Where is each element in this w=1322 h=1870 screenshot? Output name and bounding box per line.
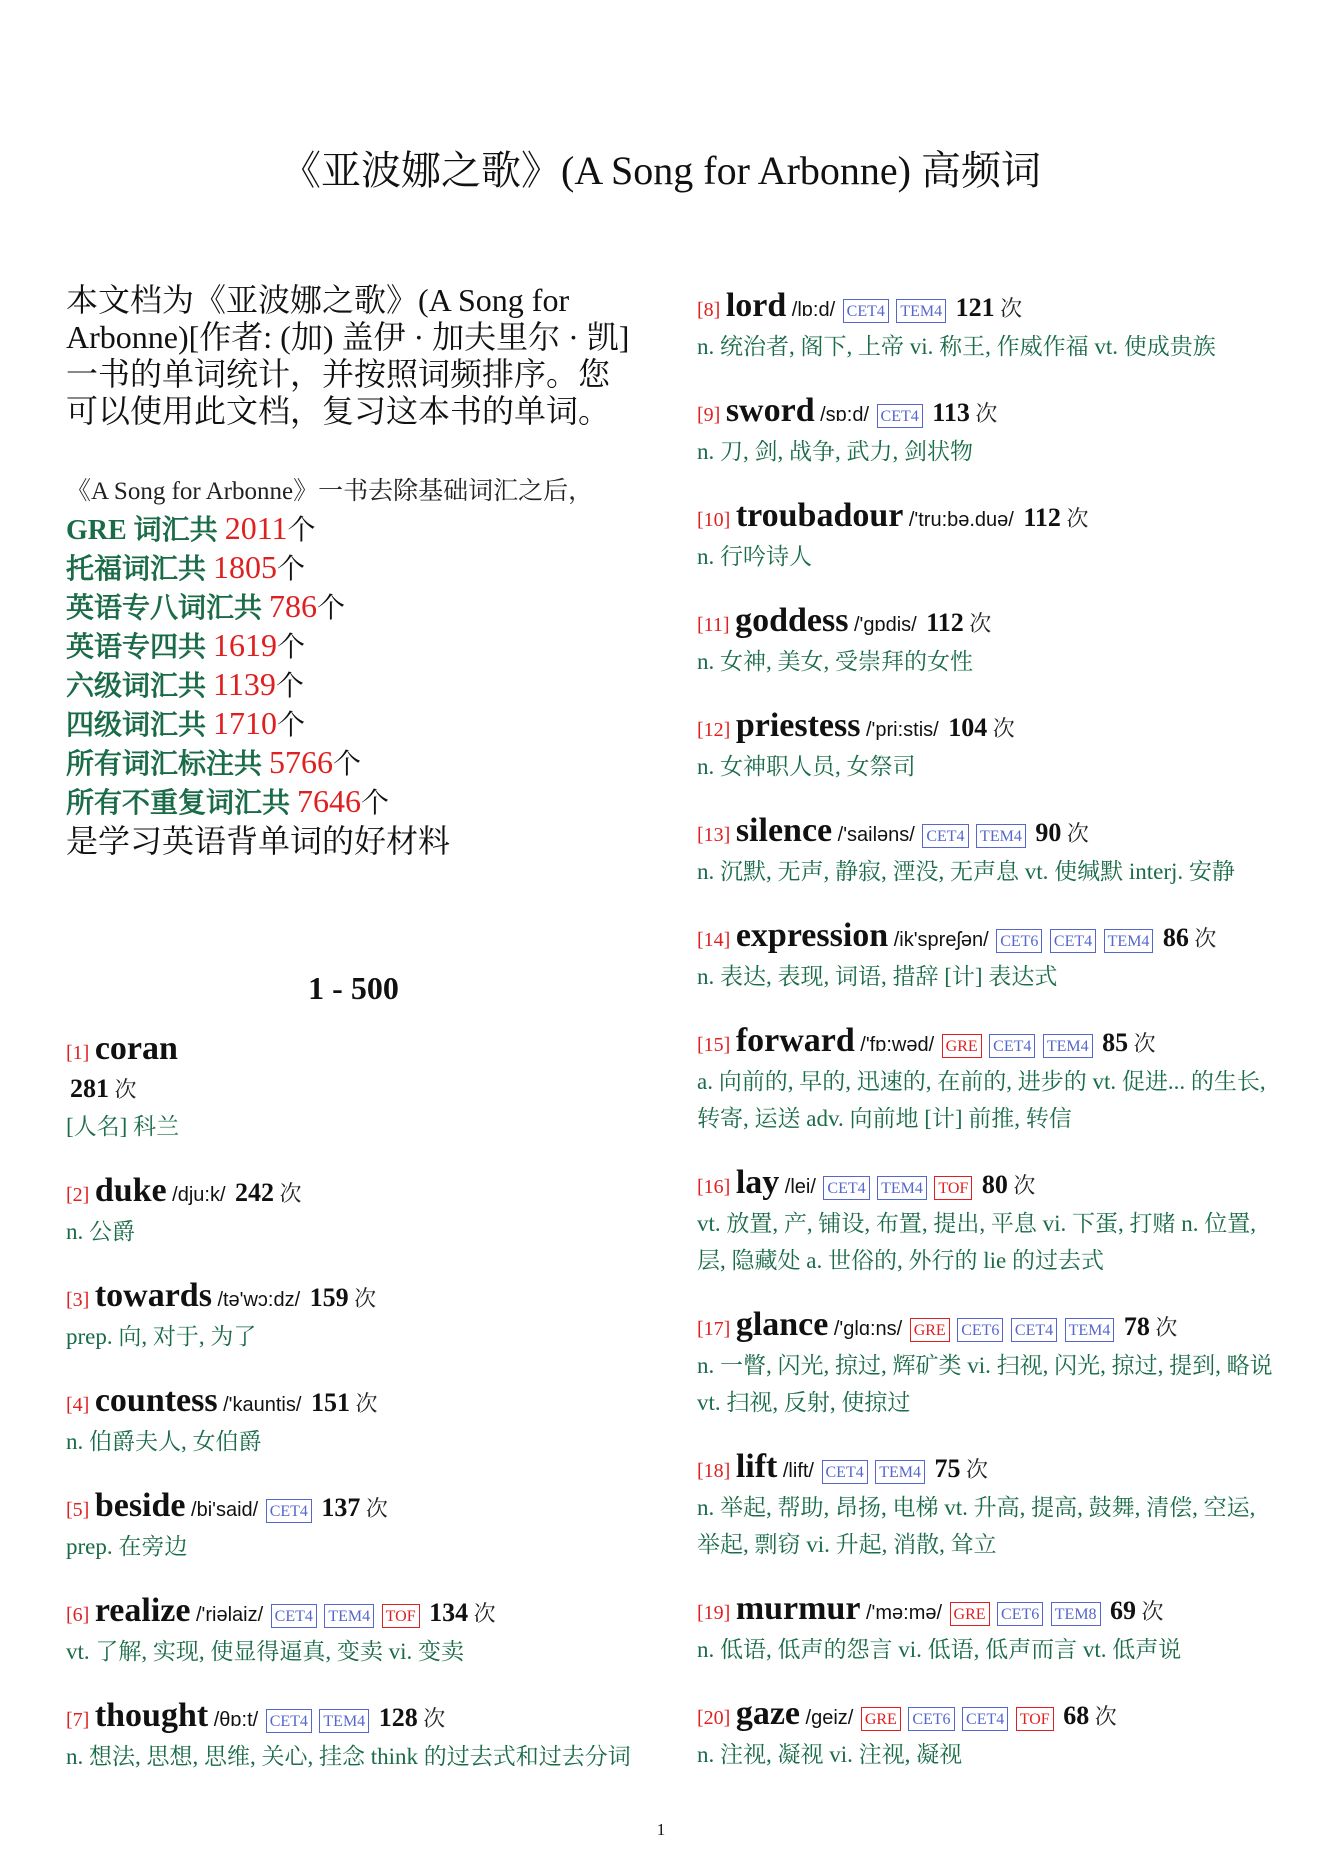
stats-tail: 是学习英语背单词的好材料: [66, 823, 451, 859]
stat-row: [66, 510, 641, 549]
entry-header: [697, 288, 1277, 328]
entry-header: [697, 393, 1277, 433]
entry-word: priestess: [735, 707, 861, 744]
entry-header: [66, 1488, 641, 1528]
entry-definition: n. 沉默, 无声, 静寂, 湮没, 无声息 vt. 使缄默 interj. 安静: [697, 859, 1235, 884]
entry-word: countess: [94, 1382, 218, 1419]
stat-unit: 个: [317, 593, 346, 624]
entry-count: 104: [948, 713, 988, 742]
entry-header: [697, 1023, 1277, 1063]
times-unit: 次: [365, 1496, 388, 1521]
exam-tag-cet6: CET6: [996, 929, 1042, 953]
entry-word: coran: [94, 1030, 178, 1067]
entry-definition: [人名] 科兰: [66, 1114, 180, 1139]
entry-count: 86: [1162, 923, 1189, 952]
entry-definition: n. 注视, 凝视 vi. 注视, 凝视: [697, 1742, 963, 1767]
entry-word: troubadour: [735, 497, 904, 534]
exam-tag-cet4: CET4: [843, 299, 889, 323]
exam-tag-tem4: TEM4: [875, 1460, 925, 1484]
exam-tag-gre: GRE: [950, 1602, 990, 1626]
entry-count: 242: [235, 1178, 275, 1207]
entry-count: 80: [981, 1170, 1008, 1199]
entry-word: expression: [735, 917, 889, 954]
entry-word: lift: [735, 1448, 778, 1485]
stat-unit: 个: [277, 554, 306, 585]
times-unit: 次: [473, 1601, 496, 1626]
stat-unit: 个: [333, 749, 362, 780]
entry-phonetic: /bi'said/: [191, 1499, 259, 1521]
stat-label: 四级词汇共: [66, 710, 214, 741]
entry-definition: n. 想法, 思想, 思维, 关心, 挂念 think 的过去式和过去分词: [66, 1744, 631, 1769]
word-list-left: [66, 1031, 641, 1775]
entry-definition: prep. 在旁边: [66, 1534, 188, 1559]
entry-header: [697, 1591, 1277, 1631]
exam-tag-tem4: TEM4: [324, 1604, 374, 1628]
page-number: 1: [656, 1820, 666, 1839]
times-unit: 次: [992, 716, 1015, 741]
entry-header: [697, 1449, 1277, 1489]
times-unit: 次: [1155, 1315, 1178, 1340]
entry-header: [697, 1307, 1277, 1347]
exam-tag-tem4: TEM4: [1104, 929, 1154, 953]
entry-count: 128: [378, 1703, 418, 1732]
word-entry: [66, 1488, 641, 1565]
exam-tag-cet4: CET4: [266, 1709, 312, 1733]
stat-label: 所有不重复词汇共: [66, 788, 298, 819]
entry-header: [66, 1031, 641, 1108]
stat-label: 英语专四共: [66, 632, 214, 663]
intro-paragraph: 本文档为《亚波娜之歌》(A Song for Arbonne)[作者: (加) 盖伊 · 加夫里尔 · 凯] 一书的单词统计，并按照词频排序。您可以使用此文档，复习这本书的单词。: [66, 282, 630, 429]
stat-row: [66, 666, 641, 705]
entry-word: forward: [735, 1022, 855, 1059]
entry-count: 134: [429, 1598, 469, 1627]
entry-rank: [1]: [66, 1042, 90, 1064]
exam-tag-cet4: CET4: [989, 1034, 1035, 1058]
stat-label: 托福词汇共: [66, 554, 214, 585]
entry-rank: [16]: [697, 1176, 731, 1198]
entry-count: 69: [1110, 1596, 1137, 1625]
word-entry: [697, 918, 1277, 995]
entry-definition: n. 行吟诗人: [697, 544, 812, 569]
entry-definition: n. 低语, 低声的怨言 vi. 低语, 低声而言 vt. 低声说: [697, 1637, 1182, 1662]
word-entry: [697, 1696, 1277, 1773]
entry-word: lord: [725, 287, 787, 324]
entry-phonetic: /'riəlaiz/: [195, 1604, 264, 1626]
entry-header: [697, 1696, 1277, 1736]
stat-row: [66, 705, 641, 744]
entry-count: 85: [1102, 1028, 1129, 1057]
entry-definition: vt. 放置, 产, 铺设, 布置, 提出, 平息 vi. 下蛋, 打赌 n. 位置, 层, 隐藏处 a. 世俗的, 外行的 lie 的过去式: [697, 1211, 1257, 1273]
entry-rank: [11]: [697, 614, 730, 636]
entry-rank: [18]: [697, 1460, 731, 1482]
entry-definition: n. 女神职人员, 女祭司: [697, 754, 916, 779]
entry-rank: [7]: [66, 1709, 90, 1731]
entry-header: [697, 498, 1277, 538]
stat-unit: 个: [287, 515, 316, 546]
stat-row: [66, 627, 641, 666]
entry-word: sword: [725, 392, 815, 429]
entry-count: 112: [926, 608, 964, 637]
exam-tag-gre: GRE: [942, 1034, 982, 1058]
word-entry: [66, 1698, 641, 1775]
entry-definition: n. 公爵: [66, 1219, 135, 1244]
entry-definition: prep. 向, 对于, 为了: [66, 1324, 257, 1349]
stat-count: 1805: [213, 549, 278, 585]
entry-count: 112: [1023, 503, 1061, 532]
entry-phonetic: /ik'spreʃən/: [893, 929, 989, 951]
word-entry: [697, 1023, 1277, 1137]
stat-count: 1139: [213, 666, 276, 702]
exam-tag-cet4: CET4: [922, 824, 968, 848]
stat-label: 所有词汇标注共: [66, 749, 270, 780]
exam-tag-cet4: CET4: [1050, 929, 1096, 953]
entry-rank: [4]: [66, 1394, 90, 1416]
entry-phonetic: /'sailəns/: [837, 824, 915, 846]
entry-word: realize: [94, 1592, 191, 1629]
entry-rank: [2]: [66, 1184, 90, 1206]
entry-count: 113: [932, 398, 970, 427]
stat-unit: 个: [361, 788, 390, 819]
exam-tag-tem4: TEM4: [1043, 1034, 1093, 1058]
entry-definition: a. 向前的, 早的, 迅速的, 在前的, 进步的 vt. 促进... 的生长, 转寄, 运送 adv. 向前地 [计] 前推, 转信: [697, 1069, 1266, 1131]
exam-tag-cet6: CET6: [997, 1602, 1043, 1626]
entry-header: [697, 1165, 1277, 1205]
times-unit: 次: [114, 1077, 137, 1102]
entry-word: murmur: [735, 1590, 861, 1627]
times-unit: 次: [355, 1391, 378, 1416]
times-unit: 次: [1013, 1173, 1036, 1198]
exam-tag-cet6: CET6: [908, 1707, 954, 1731]
times-unit: 次: [966, 1457, 989, 1482]
entry-rank: [19]: [697, 1602, 731, 1624]
exam-tag-gre: GRE: [861, 1707, 901, 1731]
times-unit: 次: [1194, 926, 1217, 951]
entry-phonetic: /geiz/: [805, 1707, 854, 1729]
entry-count: 75: [934, 1454, 961, 1483]
left-column: [66, 282, 641, 1803]
entry-rank: [9]: [697, 404, 721, 426]
entry-header: [697, 918, 1277, 958]
times-unit: 次: [1066, 506, 1089, 531]
entry-header: [66, 1173, 641, 1213]
stat-row: [66, 588, 641, 627]
exam-tag-tof: TOF: [382, 1604, 420, 1628]
word-entry: [66, 1031, 641, 1145]
entry-phonetic: /'fɒ:wəd/: [860, 1034, 935, 1056]
exam-tag-cet4: CET4: [271, 1604, 317, 1628]
entry-definition: n. 伯爵夫人, 女伯爵: [66, 1429, 262, 1454]
entry-definition: n. 刀, 剑, 战争, 武力, 剑状物: [697, 439, 973, 464]
stat-count: 1710: [213, 705, 278, 741]
entry-header: [697, 708, 1277, 748]
entry-count: 159: [309, 1283, 349, 1312]
exam-tag-cet4: CET4: [877, 404, 923, 428]
word-entry: [66, 1383, 641, 1460]
entry-word: duke: [94, 1172, 167, 1209]
entry-rank: [17]: [697, 1318, 731, 1340]
exam-tag-tem4: TEM4: [1065, 1318, 1115, 1342]
entry-word: beside: [94, 1487, 186, 1524]
word-list-right: [697, 288, 1277, 1773]
exam-tag-tem4: TEM4: [896, 299, 946, 323]
exam-tag-cet4: CET4: [1011, 1318, 1057, 1342]
times-unit: 次: [975, 401, 998, 426]
exam-tag-gre: GRE: [910, 1318, 950, 1342]
right-column: [697, 288, 1277, 1801]
word-entry: [697, 1307, 1277, 1421]
entry-count: 90: [1035, 818, 1062, 847]
stat-unit: 个: [277, 632, 306, 663]
entry-definition: n. 表达, 表现, 词语, 措辞 [计] 表达式: [697, 964, 1058, 989]
stat-unit: 个: [277, 710, 306, 741]
entry-phonetic: /tə'wɔ:dz/: [217, 1289, 301, 1311]
exam-tag-tem4: TEM4: [877, 1176, 927, 1200]
times-unit: 次: [423, 1706, 446, 1731]
times-unit: 次: [279, 1181, 302, 1206]
entry-phonetic: /lift/: [782, 1460, 814, 1482]
exam-tag-tof: TOF: [934, 1176, 972, 1200]
exam-tag-cet6: CET6: [957, 1318, 1003, 1342]
exam-tag-cet4: CET4: [823, 1176, 869, 1200]
entry-phonetic: /sɒ:d/: [820, 404, 870, 426]
entry-header: [66, 1593, 641, 1633]
exam-tag-tem4: TEM4: [319, 1709, 369, 1733]
times-unit: 次: [1066, 821, 1089, 846]
stats-list: [66, 510, 641, 822]
entry-phonetic: /lei/: [784, 1176, 816, 1198]
stat-label: GRE 词汇共: [66, 515, 225, 546]
entry-word: lay: [735, 1164, 780, 1201]
word-entry: [697, 393, 1277, 470]
vocabulary-stats: [66, 474, 641, 860]
entry-word: silence: [735, 812, 833, 849]
entry-rank: [15]: [697, 1034, 731, 1056]
entry-rank: [14]: [697, 929, 731, 951]
entry-word: gaze: [735, 1695, 801, 1732]
word-entry: [66, 1593, 641, 1670]
exam-tag-cet4: CET4: [962, 1707, 1008, 1731]
stat-label: 英语专八词汇共: [66, 593, 270, 624]
exam-tag-cet4: CET4: [266, 1499, 312, 1523]
entry-phonetic: /dju:k/: [172, 1184, 226, 1206]
word-entry: [66, 1173, 641, 1250]
page-title: 《亚波娜之歌》(A Song for Arbonne) 高频词: [281, 148, 1041, 193]
entry-word: thought: [94, 1697, 209, 1734]
stat-count: 7646: [297, 783, 362, 819]
entry-count: 78: [1123, 1312, 1150, 1341]
word-entry: [697, 288, 1277, 365]
entry-header: [66, 1383, 641, 1423]
stat-count: 5766: [269, 744, 334, 780]
entry-phonetic: /'gɒdis/: [853, 614, 917, 636]
entry-definition: n. 统治者, 阁下, 上帝 vi. 称王, 作威作福 vt. 使成贵族: [697, 334, 1216, 359]
stat-count: 786: [269, 588, 318, 624]
range-heading: 1 - 500: [308, 970, 399, 1006]
stat-row: [66, 549, 641, 588]
entry-header: [66, 1698, 641, 1738]
entry-definition: n. 举起, 帮助, 昂扬, 电梯 vt. 升高, 提高, 鼓舞, 清偿, 空运, 举起, 剽窃 vi. 升起, 消散, 耸立: [697, 1495, 1256, 1557]
stat-unit: 个: [275, 671, 304, 702]
stat-row: [66, 783, 641, 822]
stats-lead: 《A Song for Arbonne》一书去除基础词汇之后，: [66, 478, 594, 505]
word-entry: [697, 1165, 1277, 1279]
entry-count: 151: [310, 1388, 350, 1417]
entry-rank: [5]: [66, 1499, 90, 1521]
exam-tag-tem4: TEM4: [976, 824, 1026, 848]
entry-count: 137: [321, 1493, 361, 1522]
times-unit: 次: [1094, 1704, 1117, 1729]
entry-header: [697, 603, 1277, 643]
word-entry: [697, 498, 1277, 575]
entry-rank: [13]: [697, 824, 731, 846]
exam-tag-tem8: TEM8: [1051, 1602, 1101, 1626]
entry-word: goddess: [735, 602, 849, 639]
word-entry: [697, 708, 1277, 785]
entry-rank: [6]: [66, 1604, 90, 1626]
entry-rank: [12]: [697, 719, 731, 741]
entry-rank: [8]: [697, 299, 721, 321]
stat-count: 2011: [224, 510, 288, 546]
word-entry: [66, 1278, 641, 1355]
times-unit: 次: [1141, 1599, 1164, 1624]
entry-phonetic: /'glɑ:ns/: [833, 1318, 903, 1340]
entry-rank: [3]: [66, 1289, 90, 1311]
entry-count: 121: [955, 293, 995, 322]
stat-row: [66, 744, 641, 783]
word-entry: [697, 1591, 1277, 1668]
times-unit: 次: [1000, 296, 1023, 321]
entry-count: 68: [1063, 1701, 1090, 1730]
entry-phonetic: /'mə:mə/: [865, 1602, 943, 1624]
entry-definition: n. 一瞥, 闪光, 掠过, 辉矿类 vi. 扫视, 闪光, 掠过, 提到, 略说 vt. 扫视, 反射, 使掠过: [697, 1353, 1273, 1415]
entry-word: glance: [735, 1306, 829, 1343]
word-entry: [697, 1449, 1277, 1563]
times-unit: 次: [969, 611, 992, 636]
entry-definition: vt. 了解, 实现, 使显得逼真, 变卖 vi. 变卖: [66, 1639, 465, 1664]
word-entry: [697, 603, 1277, 680]
exam-tag-cet4: CET4: [822, 1460, 868, 1484]
entry-phonetic: /lɒ:d/: [791, 299, 836, 321]
entry-phonetic: /θɒ:t/: [213, 1709, 259, 1731]
entry-rank: [20]: [697, 1707, 731, 1729]
exam-tag-tof: TOF: [1016, 1707, 1054, 1731]
entry-rank: [10]: [697, 509, 731, 531]
word-entry: [697, 813, 1277, 890]
entry-phonetic: /'tru:bə.duə/: [908, 509, 1014, 531]
entry-phonetic: /'kauntis/: [223, 1394, 302, 1416]
entry-count: 281: [70, 1074, 109, 1103]
entry-phonetic: /'pri:stis/: [865, 719, 939, 741]
times-unit: 次: [354, 1286, 377, 1311]
entry-header: [66, 1278, 641, 1318]
entry-definition: n. 女神, 美女, 受崇拜的女性: [697, 649, 973, 674]
entry-header: [697, 813, 1277, 853]
times-unit: 次: [1133, 1031, 1156, 1056]
stat-label: 六级词汇共: [66, 671, 214, 702]
entry-word: towards: [94, 1277, 212, 1314]
stat-count: 1619: [213, 627, 278, 663]
